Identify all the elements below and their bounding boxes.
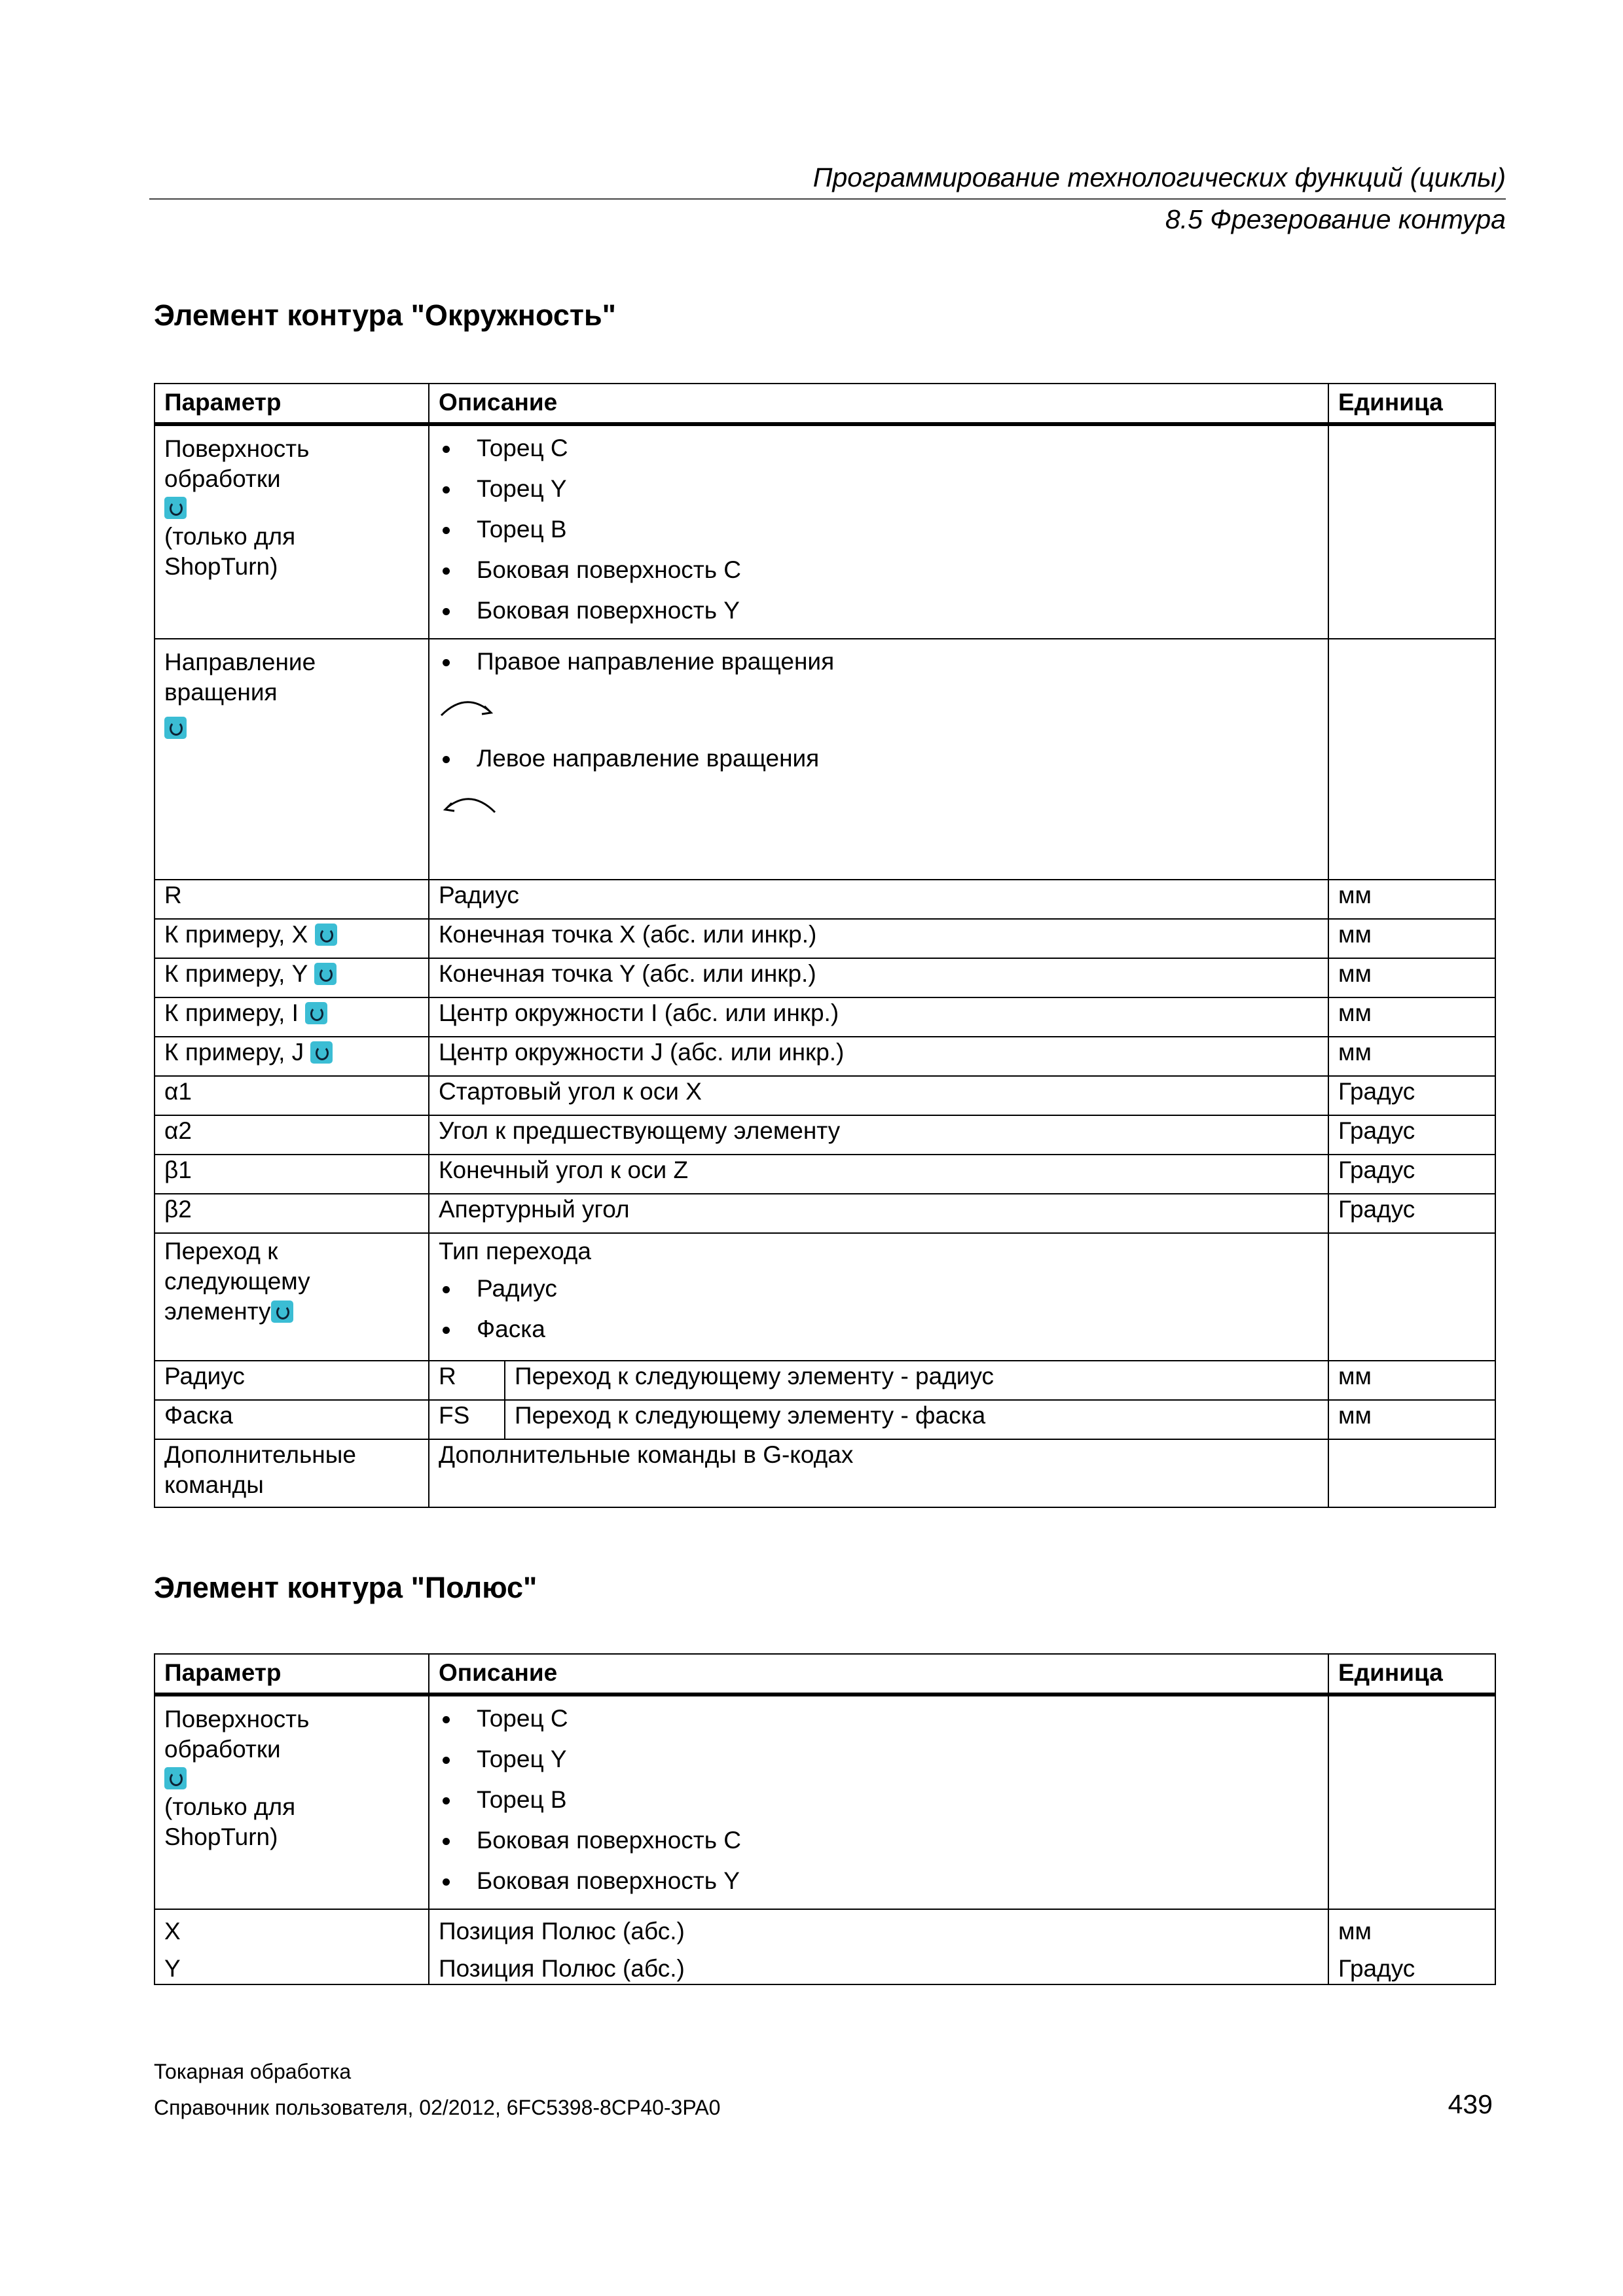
list-item: Торец C [439, 430, 1319, 471]
unit-text: Градус [1338, 1955, 1415, 1982]
surface-options-list [439, 1700, 1319, 1903]
table-row-surface [155, 424, 1495, 639]
param-label: следующему [164, 1268, 310, 1295]
footer-reference: Справочник пользователя, 02/2012, 6FC5398-8CP40-3PA0 [154, 2096, 721, 2119]
desc-cell: Конечный угол к оси Z [429, 1155, 1328, 1194]
column-header-param: Параметр [155, 1654, 429, 1695]
param-cell [155, 1233, 429, 1361]
param-cell: β2 [155, 1194, 429, 1233]
list-item: Радиус [439, 1270, 1319, 1311]
param-cell: R [155, 880, 429, 919]
table-row [155, 1400, 1495, 1439]
unit-cell: мм [1328, 958, 1495, 997]
desc-text: Позиция Полюс (абс.) [439, 1918, 685, 1945]
param-cell [155, 424, 429, 639]
circle-param-table [154, 383, 1496, 1508]
param-label: Переход к [164, 1238, 278, 1265]
param-cell [155, 1695, 429, 1909]
table-header-row [155, 384, 1495, 424]
footer-title: Токарная обработка [154, 2060, 352, 2083]
list-item: Торец B [439, 1782, 1319, 1822]
desc-cell: Переход к следующему элементу - фаска [505, 1400, 1328, 1439]
unit-cell [1328, 1439, 1495, 1507]
list-item: Торец B [439, 511, 1319, 552]
param-cell [155, 958, 429, 997]
param-label: X [164, 1918, 181, 1945]
desc-cell [429, 1695, 1328, 1909]
table-row [155, 880, 1495, 919]
toggle-icon[interactable] [164, 1767, 187, 1789]
table-row [155, 1155, 1495, 1194]
code-cell: R [429, 1361, 505, 1400]
list-item: Фаска [439, 1311, 1319, 1352]
list-item: Торец C [439, 1700, 1319, 1741]
header-rule [149, 198, 1506, 200]
unit-cell [1328, 639, 1495, 880]
transition-type-label: Тип перехода [439, 1238, 591, 1265]
desc-cell: Стартовый угол к оси X [429, 1076, 1328, 1115]
param-cell [155, 1909, 429, 1984]
desc-cell: Дополнительные команды в G-кодах [429, 1439, 1328, 1507]
unit-cell: Градус [1328, 1076, 1495, 1115]
desc-cell: Радиус [429, 880, 1328, 919]
table-row [155, 1076, 1495, 1115]
param-label: К примеру, X [164, 921, 308, 948]
table-row [155, 1115, 1495, 1155]
param-cell [155, 1439, 429, 1507]
param-label: элементу [164, 1298, 271, 1325]
unit-text: мм [1338, 1918, 1372, 1945]
counterclockwise-arrow-icon [439, 790, 498, 819]
desc-cell: Конечная точка X (абс. или инкр.) [429, 919, 1328, 958]
column-header-desc: Описание [429, 384, 1328, 424]
surface-options-list [439, 430, 1319, 633]
param-label: К примеру, I [164, 999, 299, 1026]
table-row [155, 997, 1495, 1037]
param-note: ShopTurn) [164, 1823, 278, 1850]
param-label: обработки [164, 465, 281, 492]
toggle-icon[interactable] [314, 963, 337, 985]
param-label: Поверхность [164, 435, 310, 462]
unit-cell: мм [1328, 919, 1495, 958]
param-note: (только для [164, 523, 296, 550]
param-cell [155, 639, 429, 880]
param-cell: Радиус [155, 1361, 429, 1400]
unit-cell: мм [1328, 880, 1495, 919]
list-item: Правое направление вращения [439, 643, 1319, 684]
table-row-transition [155, 1233, 1495, 1361]
table-row [155, 1194, 1495, 1233]
desc-cell: Центр окружности I (абс. или инкр.) [429, 997, 1328, 1037]
toggle-icon[interactable] [271, 1300, 293, 1323]
toggle-icon[interactable] [305, 1002, 327, 1024]
unit-cell [1328, 1233, 1495, 1361]
running-header-section: 8.5 Фрезерование контура [1165, 204, 1506, 234]
unit-cell: мм [1328, 1037, 1495, 1076]
desc-cell: Конечная точка Y (абс. или инкр.) [429, 958, 1328, 997]
unit-cell [1328, 424, 1495, 639]
pole-param-table [154, 1653, 1496, 1985]
list-item: Боковая поверхность Y [439, 592, 1319, 633]
unit-cell: Градус [1328, 1194, 1495, 1233]
unit-cell: Градус [1328, 1115, 1495, 1155]
table-row [155, 919, 1495, 958]
desc-cell [429, 1233, 1328, 1361]
param-label: Направление [164, 649, 316, 675]
clockwise-arrow-icon [439, 693, 498, 722]
param-label: Дополнительные [164, 1441, 356, 1468]
unit-cell: мм [1328, 997, 1495, 1037]
direction-options-list [439, 643, 1319, 684]
column-header-unit: Единица [1328, 1654, 1495, 1695]
param-label: Y [164, 1955, 181, 1982]
desc-cell [429, 424, 1328, 639]
desc-cell: Переход к следующему элементу - радиус [505, 1361, 1328, 1400]
desc-cell [429, 1909, 1328, 1984]
param-cell: Фаска [155, 1400, 429, 1439]
param-label: К примеру, J [164, 1039, 304, 1066]
table-row-extra [155, 1439, 1495, 1507]
table-row [155, 1037, 1495, 1076]
param-cell [155, 1037, 429, 1076]
param-note: (только для [164, 1793, 296, 1820]
desc-cell: Центр окружности J (абс. или инкр.) [429, 1037, 1328, 1076]
list-item: Боковая поверхность Y [439, 1863, 1319, 1903]
desc-cell: Угол к предшествующему элементу [429, 1115, 1328, 1155]
transition-options-list [439, 1270, 1319, 1352]
column-header-unit: Единица [1328, 384, 1495, 424]
param-note: ShopTurn) [164, 553, 278, 580]
table-row-xy [155, 1909, 1495, 1984]
column-header-param: Параметр [155, 384, 429, 424]
section-title-pole: Элемент контура "Полюс" [154, 1571, 538, 1604]
direction-options-list [439, 740, 1319, 781]
unit-cell: мм [1328, 1361, 1495, 1400]
list-item: Торец Y [439, 1741, 1319, 1782]
param-label: команды [164, 1471, 264, 1498]
list-item: Боковая поверхность C [439, 1822, 1319, 1863]
column-header-desc: Описание [429, 1654, 1328, 1695]
unit-cell: мм [1328, 1400, 1495, 1439]
toggle-icon[interactable] [315, 924, 337, 946]
param-cell [155, 997, 429, 1037]
desc-cell: Апертурный угол [429, 1194, 1328, 1233]
table-row [155, 958, 1495, 997]
section-title-circle: Элемент контура "Окружность" [154, 298, 616, 332]
table-row [155, 1361, 1495, 1400]
unit-cell: Градус [1328, 1155, 1495, 1194]
table-header-row [155, 1654, 1495, 1695]
unit-cell [1328, 1695, 1495, 1909]
param-label: обработки [164, 1736, 281, 1763]
param-cell: α1 [155, 1076, 429, 1115]
list-item: Торец Y [439, 471, 1319, 511]
param-cell: β1 [155, 1155, 429, 1194]
param-cell: α2 [155, 1115, 429, 1155]
toggle-icon[interactable] [310, 1041, 333, 1064]
list-item: Боковая поверхность C [439, 552, 1319, 592]
toggle-icon[interactable] [164, 717, 187, 739]
table-row-surface [155, 1695, 1495, 1909]
page-number: 439 [1448, 2089, 1493, 2119]
param-cell [155, 919, 429, 958]
list-item: Левое направление вращения [439, 740, 1319, 781]
param-label: вращения [164, 679, 278, 706]
running-header-chapter: Программирование технологических функций (циклы) [812, 162, 1506, 192]
param-label: Поверхность [164, 1706, 310, 1732]
toggle-icon[interactable] [164, 497, 187, 519]
desc-cell [429, 639, 1328, 880]
table-row-direction [155, 639, 1495, 880]
code-cell: FS [429, 1400, 505, 1439]
desc-text: Позиция Полюс (абс.) [439, 1955, 685, 1982]
param-label: К примеру, Y [164, 960, 308, 987]
unit-cell [1328, 1909, 1495, 1984]
